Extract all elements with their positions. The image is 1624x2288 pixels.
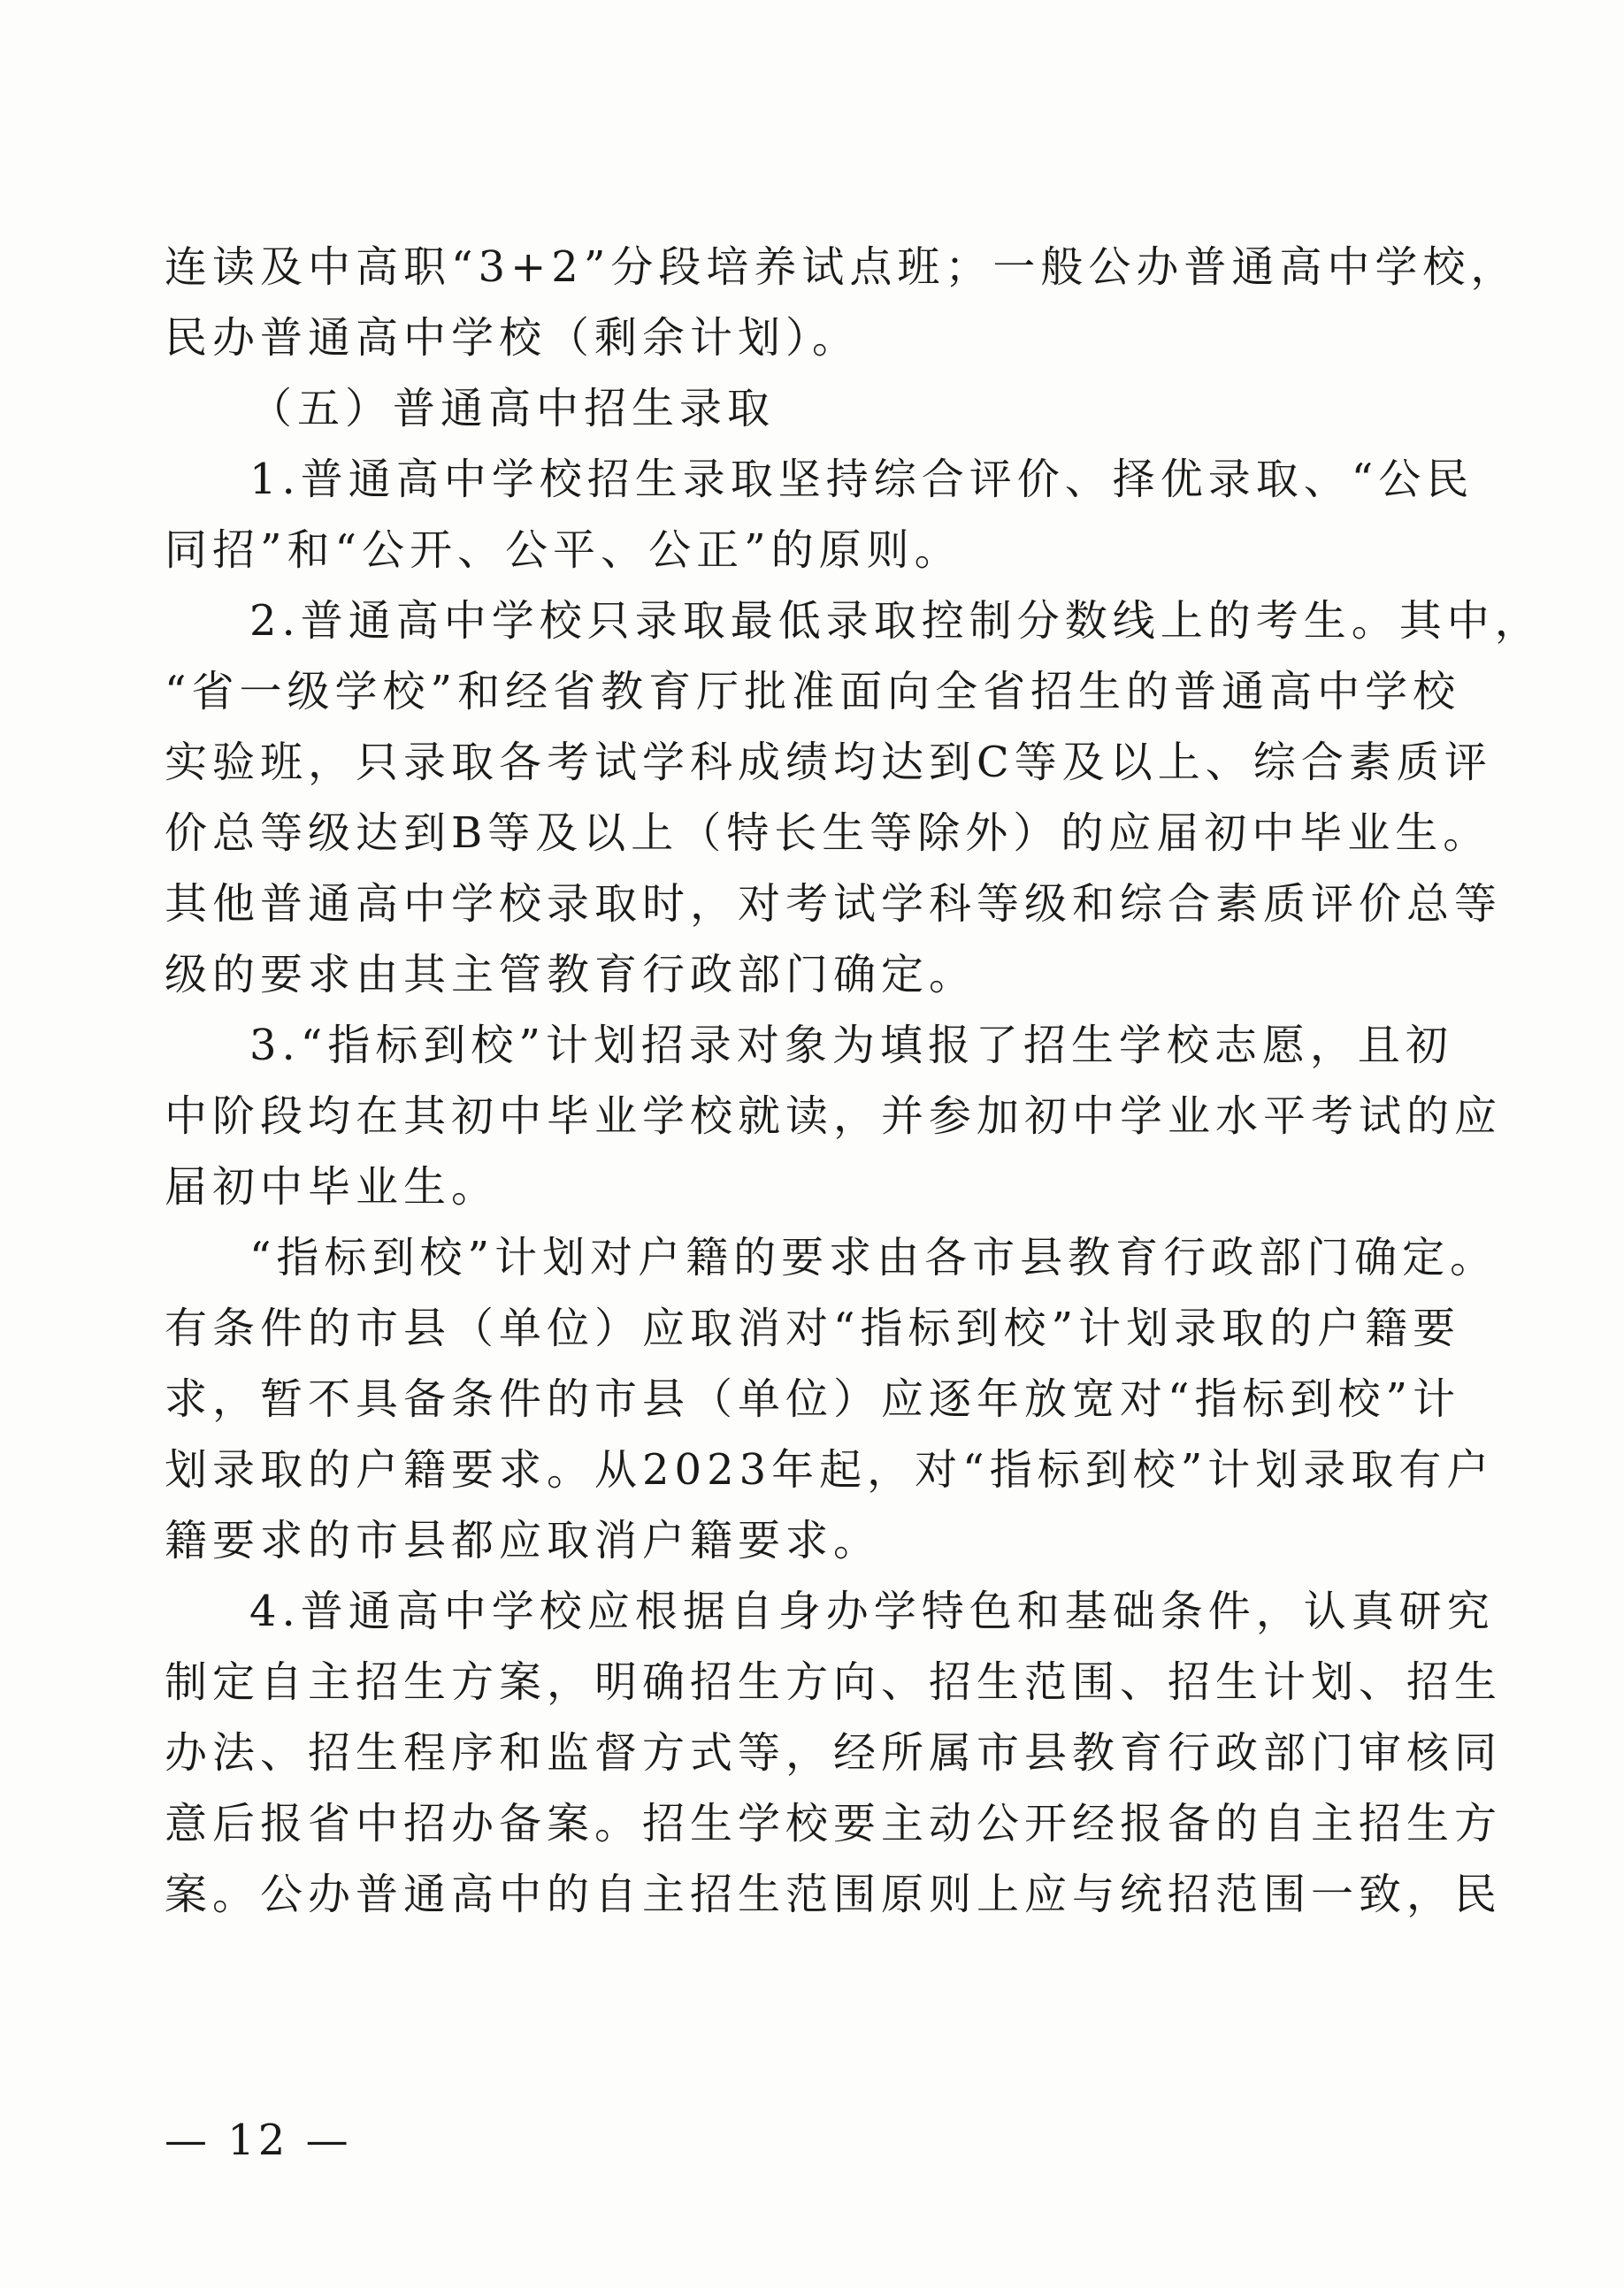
text-line: 其他普通高中学校录取时，对考试学科等级和综合素质评价总等 [165, 879, 1503, 929]
text-line: “省一级学校”和经省教育厅批准面向全省招生的普通高中学校 [165, 667, 1461, 716]
text-line: 有条件的市县（单位）应取消对“指标到校”计划录取的户籍要 [165, 1304, 1461, 1353]
text-line: 2.普通高中学校只录取最低录取控制分数线上的考生。其中， [249, 596, 1543, 646]
body-text [165, 232, 1543, 1930]
text-line: 1.普通高中学校招生录取坚持综合评价、择优录取、“公民 [249, 455, 1475, 504]
text-line: “指标到校”计划对户籍的要求由各市县教育行政部门确定。 [249, 1233, 1498, 1282]
text-line: 中阶段均在其初中毕业学校就读，并参加初中学业水平考试的应 [165, 1091, 1503, 1141]
text-line: 价总等级达到B等及以上（特长生等除外）的应届初中毕业生。 [165, 808, 1491, 858]
text-line: 制定自主招生方案，明确招生方向、招生范围、招生计划、招生 [165, 1657, 1503, 1707]
text-line: 4.普通高中学校应根据自身办学特色和基础条件，认真研究 [249, 1587, 1495, 1636]
text-line: 同招”和“公开、公平、公正”的原则。 [165, 525, 962, 575]
text-line: 办法、招生程序和监督方式等，经所属市县教育行政部门审核同 [165, 1728, 1503, 1778]
section-heading: （五）普通高中招生录取 [249, 384, 776, 433]
text-line: 届初中毕业生。 [165, 1162, 500, 1212]
text-line: 实验班，只录取各考试学科成绩均达到C等及以上、综合素质评 [165, 738, 1492, 787]
text-line: 民办普通高中学校（剩余计划）。 [165, 313, 861, 363]
text-line: 划录取的户籍要求。从2023年起，对“指标到校”计划录取有户 [165, 1445, 1495, 1495]
page-number: — 12 — [165, 2116, 352, 2165]
text-line: 级的要求由其主管教育行政部门确定。 [165, 950, 977, 999]
text-line: 连读及中高职“3+2”分段培养试点班；一般公办普通高中学校， [165, 242, 1519, 292]
text-line: 籍要求的市县都应取消户籍要求。 [165, 1516, 882, 1565]
text-line: 求，暂不具备条件的市县（单位）应逐年放宽对“指标到校”计 [165, 1374, 1461, 1424]
text-line: 案。公办普通高中的自主招生范围原则上应与统招范围一致，民 [165, 1870, 1503, 1919]
text-line: 意后报省中招办备案。招生学校要主动公开经报备的自主招生方 [165, 1799, 1503, 1848]
text-line: 3.“指标到校”计划招录对象为填报了招生学校志愿，且初 [249, 1021, 1453, 1070]
